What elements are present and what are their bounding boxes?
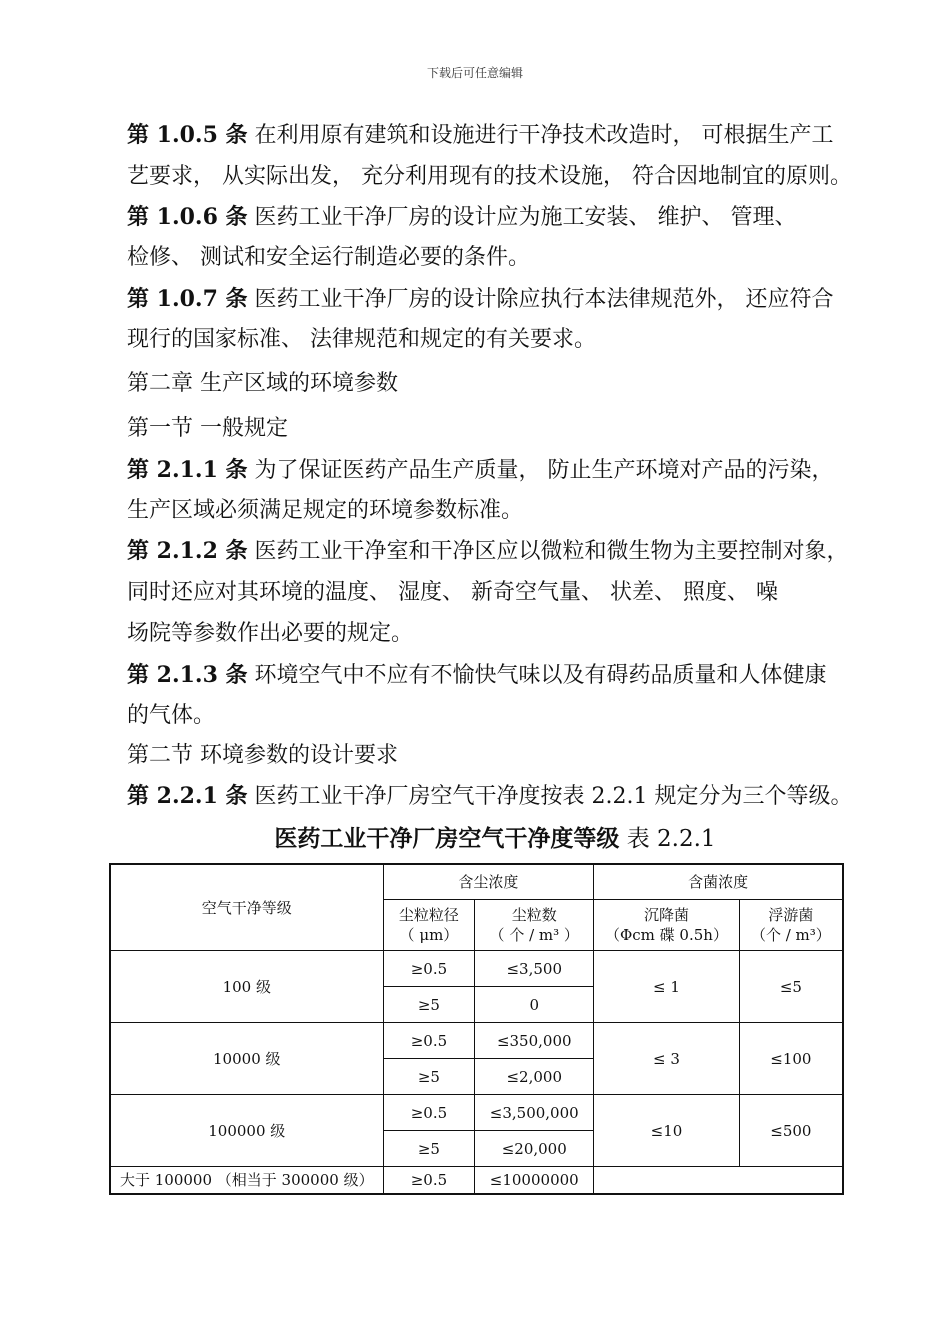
table-title [0,820,950,853]
line-text: 第一节 一般规定 [127,416,288,441]
text-line [127,741,398,771]
line-text: 第二节 环境参数的设计要求 [127,743,398,768]
line-text: 为了保证医药产品生产质量， 防止生产环境对产品的污染， [247,458,834,483]
settle-cell: ≤10 [594,1095,740,1167]
clause-number: 第 2.2.1 条 [127,783,248,809]
header-dust: 含尘浓度 [383,864,594,900]
empty-cell [594,1167,843,1194]
header-grade: 空气干净等级 [110,864,383,951]
size-cell: ≥5 [383,1059,475,1095]
clause-line [127,536,849,567]
text-line [127,414,288,444]
count-cell: ≤2,000 [475,1059,594,1095]
text-line [127,325,596,355]
line-text: 环境空气中不应有不愉快气味以及有碍药品质量和人体健康 [247,663,827,688]
clause-line [127,781,853,812]
count-cell: 0 [475,987,594,1023]
grade-cell: 100 级 [110,951,383,1023]
text-line [127,243,530,273]
line-text: 现行的国家标准、 法律规范和规定的有关要求。 [127,327,596,352]
count-cell: ≤20,000 [475,1131,594,1167]
line-text: 生产区域必须满足规定的环境参数标准。 [127,498,524,523]
size-cell: ≥0.5 [383,1095,475,1131]
size-cell: ≥5 [383,1131,475,1167]
clause-line [127,120,834,151]
count-cell: ≤10000000 [475,1167,594,1194]
header-dust-size: 尘粒粒径 （ μm） [383,900,475,951]
line-text: 艺要求， 从实际出发， 充分利用现有的技术设施， 符合因地制宜的原则。 [127,164,852,189]
grade-cell: 10000 级 [110,1023,383,1095]
table-number: 表 2.2.1 [619,826,716,852]
float-cell: ≤500 [739,1095,843,1167]
size-cell: ≥0.5 [383,1167,475,1194]
line-text: 的气体。 [127,703,216,728]
clause-number: 第 2.1.2 条 [127,538,248,564]
table-title-text: 医药工业干净厂房空气干净度等级 [274,825,620,852]
line-text: 医药工业干净室和干净区应以微粒和微生物为主要控制对象， [247,539,849,564]
clause-number: 第 1.0.6 条 [127,204,248,230]
float-cell: ≤5 [739,951,843,1023]
clause-number: 第 1.0.7 条 [127,286,248,312]
header-dust-count: 尘粒数 （ 个 / m³ ） [475,900,594,951]
line-text: 场院等参数作出必要的规定。 [127,621,414,646]
count-cell: ≤3,500,000 [475,1095,594,1131]
line-text: 第二章 生产区域的环境参数 [127,371,398,396]
clause-number: 第 2.1.3 条 [127,662,248,688]
line-text: 医药工业干净厂房的设计除应执行本法律规范外， 还应符合 [247,287,834,312]
clause-number: 第 1.0.5 条 [127,122,248,148]
count-cell: ≤3,500 [475,951,594,987]
text-line [127,162,852,192]
text-line [127,619,413,649]
page-header: 下载后可任意编辑 [426,66,523,80]
header-floating-bacteria: 浮游菌 （个 / m³） [739,900,843,951]
cleanliness-table [109,863,844,1195]
line-text: 同时还应对其环境的温度、 湿度、 新奇空气量、 状差、 照度、 噪 [127,580,778,605]
count-cell: ≤350,000 [475,1023,594,1059]
size-cell: ≥0.5 [383,1023,475,1059]
line-text: 医药工业干净厂房空气干净度按表 2.2.1 规定分为三个等级。 [247,784,853,809]
text-line [127,578,778,608]
size-cell: ≥5 [383,987,475,1023]
clause-line [127,660,827,691]
clause-line [127,284,834,315]
clause-line [127,202,797,233]
line-text: 医药工业干净厂房的设计应为施工安装、 维护、 管理、 [247,205,797,230]
header-settling-bacteria: 沉降菌 （Φcm 碟 0.5h） [594,900,740,951]
grade-cell: 大于 100000 （相当于 300000 级） [110,1167,383,1194]
line-text: 检修、 测试和安全运行制造必要的条件。 [127,245,530,270]
size-cell: ≥0.5 [383,951,475,987]
clause-number: 第 2.1.1 条 [127,457,248,483]
text-line [127,496,523,526]
settle-cell: ≤ 3 [594,1023,740,1095]
header-bacteria: 含菌浓度 [594,864,843,900]
text-line [127,369,398,399]
float-cell: ≤100 [739,1023,843,1095]
line-text: 在利用原有建筑和设施进行干净技术改造时， 可根据生产工 [247,123,834,148]
text-line [127,701,215,731]
clause-line [127,455,834,486]
grade-cell: 100000 级 [110,1095,383,1167]
settle-cell: ≤ 1 [594,951,740,1023]
